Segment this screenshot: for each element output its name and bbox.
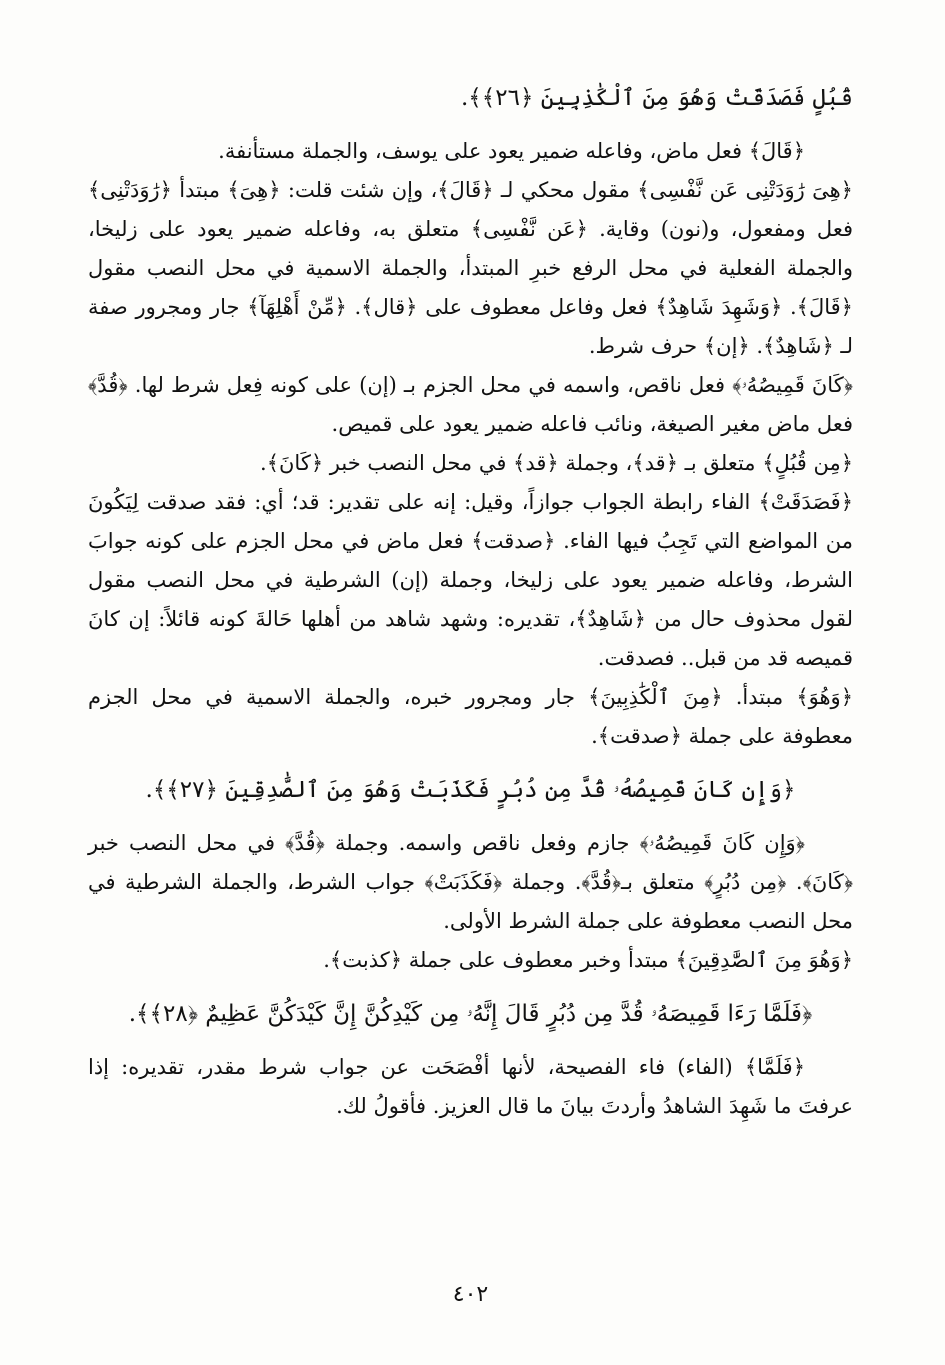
verse-27: ﴿وَإِن كَانَ قَمِيصُهُۥ قُدَّ مِن دُبُرٍ فَكَذَبَتْ وَهُوَ مِنَ ٱلصَّٰدِقِينَ ﴿٢٧﴾﴾. xyxy=(145,777,796,803)
paragraph-wahuwa-kadhibin: ﴿وَهُوَ﴾ مبتدأ. ﴿مِنَ ٱلْكَٰذِبِينَ﴾ جار ومجرور خبره، والجملة الاسمية في محل الجزم معطوفة على جملة ﴿صدقت﴾. xyxy=(88,685,853,748)
paragraph-falamma: ﴿فَلَمَّا﴾ (الفاء) فاء الفصيحة، لأنها أفْصَحَت عن جواب شرط مقدر، تقديره: إذا عرفتَ ما شَهِدَ الشاهدُ وأردتَ بيانَ ما قال العزيز. فأقولُ لك. xyxy=(88,1055,853,1118)
paragraph-wain-kana: ﴿وَإِن كَانَ قَمِيصُهُۥ﴾ جازم وفعل ناقص واسمه. وجملة ﴿قُدَّ﴾ في محل النصب خبر ﴿كَانَ﴾. ﴿مِن دُبُرٍ﴾ متعلق بـ﴿قُدَّ﴾. وجملة ﴿فَكَذَبَتْ﴾ جواب الشرط، والجملة الشرطية في محل النصب معطوفة على جملة الشرط الأولى. xyxy=(88,831,853,933)
paragraph-kana-qamisuhu: ﴿كَانَ قَمِيصُهُۥ﴾ فعل ناقص، واسمه في محل الجزم بـ (إن) على كونه فِعل شرط لها. ﴿قُدَّ﴾ فعل ماض مغير الصيغة، ونائب فاعله ضمير يعود على قميص. xyxy=(88,373,853,436)
paragraph-min-qubul: ﴿مِن قُبُلٍ﴾ متعلق بـ ﴿قد﴾، وجملة ﴿قد﴾ في محل النصب خبر ﴿كَانَ﴾. xyxy=(260,451,853,475)
book-page xyxy=(88,78,853,1307)
page-number: ٤٠٢ xyxy=(452,1282,489,1307)
top-verse-line: قُبُلٍ فَصَدَقَتْ وَهُوَ مِنَ ٱلْكَٰذِبِينَ ﴿٢٦﴾﴾. xyxy=(460,85,853,111)
verse-28: ﴿فَلَمَّا رَءَا قَمِيصَهُۥ قُدَّ مِن دُبُرٍ قَالَ إِنَّهُۥ مِن كَيْدِكُنَّ إِنَّ كَيْدَكُنَّ عَظِيمٌ ﴿٢٨﴾﴾. xyxy=(128,1001,813,1027)
paragraph-wahuwa-sadiqin: ﴿وَهُوَ مِنَ ٱلصَّٰدِقِينَ﴾ مبتدأ وخبر معطوف على جملة ﴿كذبت﴾. xyxy=(323,948,853,972)
paragraph-hiya-rawadatni: ﴿هِىَ رَٰوَدَتْنِى عَن نَّفْسِى﴾ مقول محكي لـ ﴿قَالَ﴾، وإن شئت قلت: ﴿هِىَ﴾ مبتدأ ﴿رَٰوَدَتْنِى﴾ فعل ومفعول، و(نون) وقاية. ﴿عَن نَّفْسِى﴾ متعلق به، وفاعله ضمير يعود على زليخا، والجملة الفعلية في محل الرفع خبرِ المبتدأ، والجملة الاسمية في محل النصب مقول ﴿قَالَ﴾. ﴿وَشَهِدَ شَاهِدٌ﴾ فعل وفاعل معطوف على ﴿قال﴾. ﴿مِّنْ أَهْلِهَآ﴾ جار ومجرور صفة لـ ﴿شَاهِدٌ﴾. ﴿إن﴾ حرف شرط. xyxy=(88,178,853,358)
paragraph-qala: ﴿قَالَ﴾ فعل ماض، وفاعله ضمير يعود على يوسف، والجملة مستأنفة. xyxy=(218,139,805,163)
paragraph-fasadaqat: ﴿فَصَدَقَتْ﴾ الفاء رابطة الجواب جوازاً، وقيل: إنه على تقدير: قد؛ أي: فقد صدقت لِيَكُونَ من المواضع التي تَجِبُ فيها الفاء. ﴿صدقت﴾ فعل ماض في محل الجزم على كونه جوابَ الشرط، وفاعله ضمير يعود على زليخا، وجملة (إن) الشرطية في محل النصب مقول لقول محذوف حال من ﴿شَاهِدٌ﴾، تقديره: وشهد شاهد من أهلها حَالةَ كونه قائلاً: إن كانَ قميصه قد من قبل.. فصدقت. xyxy=(88,490,853,670)
